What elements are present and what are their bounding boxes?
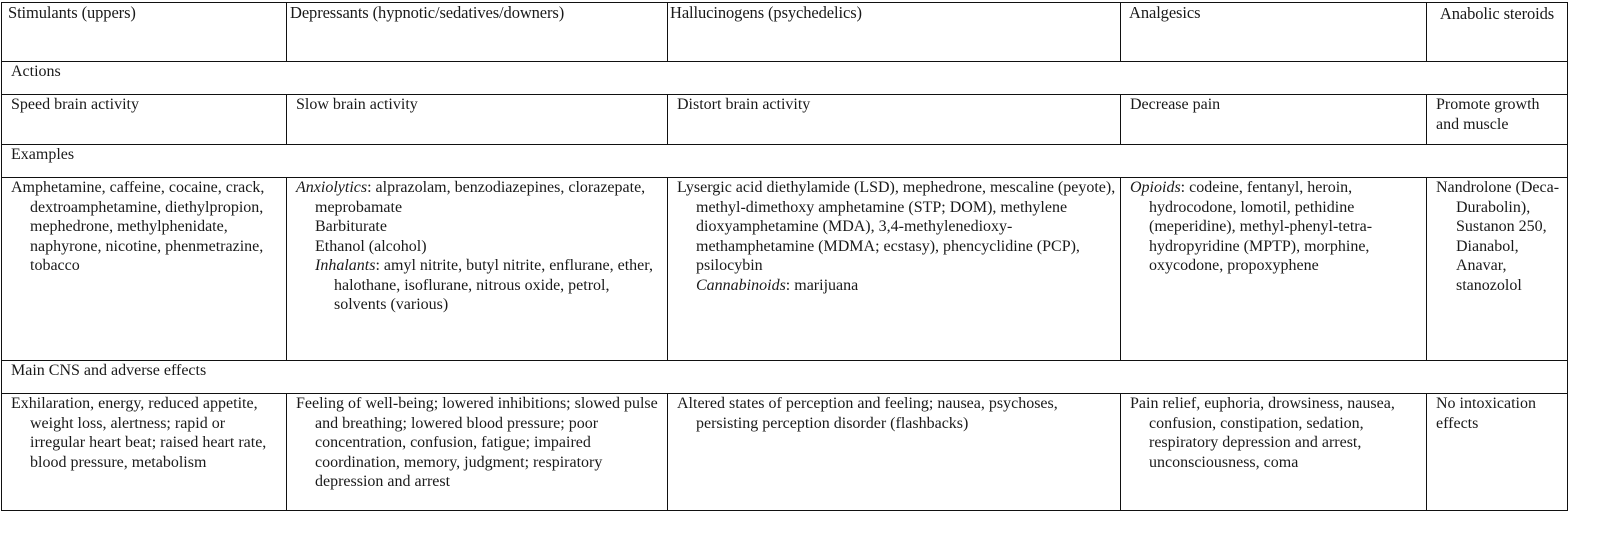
cell-actions-stimulants: Speed brain activity bbox=[2, 95, 287, 145]
header-stimulants: Stimulants (uppers) bbox=[2, 3, 287, 62]
example-entry bbox=[677, 276, 1116, 296]
effects-row bbox=[2, 394, 1568, 511]
section-label-effects: Main CNS and adverse effects bbox=[2, 361, 1568, 394]
cell-effects-hallucinogens bbox=[668, 394, 1121, 511]
cell-actions-analgesics: Decrease pain bbox=[1121, 95, 1427, 145]
cell-examples-depressants bbox=[287, 178, 668, 361]
cell-examples-analgesics bbox=[1121, 178, 1427, 361]
cell-examples-hallucinogens bbox=[668, 178, 1121, 361]
example-entry bbox=[1130, 178, 1422, 276]
header-anabolic-steroids: Anabolic steroids bbox=[1427, 3, 1568, 62]
effect-entry: Exhilaration, energy, reduced appetite, weight loss, alertness; rapid or irregular heart beat; raised heart rate, blood pressure, metabolism bbox=[11, 395, 267, 471]
example-text: Barbiturate bbox=[315, 218, 387, 235]
cell-effects-depressants bbox=[287, 394, 668, 511]
section-label-actions: Actions bbox=[2, 62, 1568, 95]
category-label: Inhalants bbox=[315, 257, 376, 274]
example-text: : codeine, fentanyl, heroin, hydrocodone, lomotil, pethidine (meperidine), methyl-phenyl-tetra-hydropyridine (MPTP), morphine, oxycodone, propoxyphene bbox=[1149, 179, 1373, 274]
drug-classes-table bbox=[1, 2, 1568, 511]
cell-actions-hallucinogens: Distort brain activity bbox=[668, 95, 1121, 145]
cell-examples-stimulants bbox=[2, 178, 287, 361]
example-entry: Nandrolone (Deca-Durabolin), Sustanon 250, Dianabol, Anavar, stanozolol bbox=[1436, 179, 1560, 294]
example-text: Lysergic acid diethylamide (LSD), mephedrone, mescaline (peyote), methyl-dimethoxy amphetamine (STP; DOM), methylene dioxyamphetamine (MDA), 3,4-methylenedioxy-methamphetamine (MDMA; ecstasy), phencyclidine (PCP), psilocybin bbox=[677, 179, 1116, 274]
examples-row bbox=[2, 178, 1568, 361]
cell-effects-steroids: No intoxication effects bbox=[1427, 394, 1568, 511]
cell-effects-analgesics bbox=[1121, 394, 1427, 511]
category-label: Cannabinoids bbox=[696, 276, 786, 294]
cell-actions-depressants: Slow brain activity bbox=[287, 95, 668, 145]
header-hallucinogens: Hallucinogens (psychedelics) bbox=[668, 3, 1121, 62]
cell-effects-stimulants bbox=[2, 394, 287, 511]
section-row-effects bbox=[2, 361, 1568, 394]
actions-row bbox=[2, 95, 1568, 145]
section-row-examples bbox=[2, 145, 1568, 178]
effect-entry: Pain relief, euphoria, drowsiness, nausea, confusion, constipation, sedation, respiratory depression and arrest, unconsciousness, coma bbox=[1130, 395, 1395, 471]
example-text: : amyl nitrite, butyl nitrite, enflurane, ether, halothane, isoflurane, nitrous oxide, petrol, solvents (various) bbox=[334, 257, 653, 313]
category-label: Opioids bbox=[1130, 179, 1181, 196]
example-entry bbox=[677, 178, 1116, 276]
section-label-examples: Examples bbox=[2, 145, 1568, 178]
effect-entry: Feeling of well-being; lowered inhibitions; slowed pulse and breathing; lowered blood pressure; poor concentration, confusion, fatigue; impaired coordination, memory, judgment; respiratory depression and arrest bbox=[296, 395, 658, 490]
cell-examples-steroids bbox=[1427, 178, 1568, 361]
effect-entry: Altered states of perception and feeling; nausea, psychoses, persisting perception disorder (flashbacks) bbox=[677, 395, 1058, 432]
example-text: : alprazolam, benzodiazepines, clorazepate, meprobamate bbox=[315, 179, 646, 216]
example-entry bbox=[296, 256, 663, 315]
header-row bbox=[2, 3, 1568, 62]
cell-actions-steroids: Promote growth and muscle bbox=[1427, 95, 1568, 145]
example-text: Ethanol (alcohol) bbox=[315, 237, 427, 255]
example-entry bbox=[296, 237, 663, 257]
header-analgesics: Analgesics bbox=[1121, 3, 1427, 62]
example-entry bbox=[296, 217, 663, 237]
header-depressants: Depressants (hypnotic/sedatives/downers) bbox=[287, 3, 668, 62]
category-label: Anxiolytics bbox=[296, 179, 368, 196]
example-entry: Amphetamine, caffeine, cocaine, crack, dextroamphetamine, diethylpropion, mephedrone, methylphenidate, naphyrone, nicotine, phenmetrazine, tobacco bbox=[11, 179, 265, 274]
example-entry bbox=[296, 178, 663, 217]
example-text: : marijuana bbox=[785, 276, 859, 294]
section-row-actions bbox=[2, 62, 1568, 95]
